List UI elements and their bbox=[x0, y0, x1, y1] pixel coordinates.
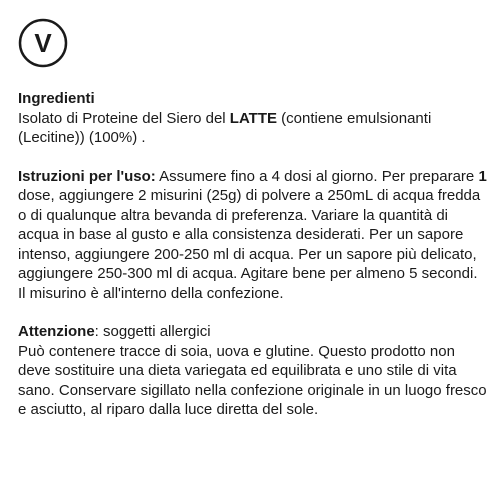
warning-section bbox=[18, 322, 488, 420]
ingredients-text-after: (contiene emulsionanti (Lecitine)) (100%) . bbox=[18, 109, 432, 146]
ingredients-heading: Ingredienti bbox=[18, 90, 95, 107]
badge-letter: V bbox=[34, 28, 52, 58]
product-info bbox=[18, 89, 488, 420]
ingredients-section bbox=[18, 89, 488, 148]
vegetarian-v-icon bbox=[18, 18, 68, 68]
instructions-text bbox=[18, 167, 488, 304]
ingredients-text-before: Isolato di Proteine del Siero del bbox=[18, 109, 230, 127]
instructions-dose-number: 1 bbox=[478, 167, 487, 185]
instructions-text-b: dose, aggiungere 2 misurini (25g) di polvere a 250mL di acqua fredda o di qualunque altra bevanda di preferenza. Variare la quantità di acqua in base al gusto e alla consistenza desiderati. Per un sapore intenso, aggiungere 200-250 ml di acqua. Per un sapore più delicato, aggiungere 250-300 ml di acqua. Agitare bene per almeno 5 secondi. Il misurino è all'interno della confezione. bbox=[18, 187, 481, 302]
instructions-section bbox=[18, 167, 488, 304]
warning-heading-line bbox=[18, 322, 488, 342]
warning-heading: Attenzione bbox=[18, 323, 95, 340]
ingredients-allergen: LATTE bbox=[229, 109, 278, 127]
instructions-heading: Istruzioni per l'uso: bbox=[18, 167, 156, 185]
warning-heading-suffix: : soggetti allergici bbox=[94, 323, 211, 340]
instructions-text-a: Assumere fino a 4 dosi al giorno. Per preparare bbox=[155, 167, 479, 185]
vegetarian-badge bbox=[18, 18, 68, 68]
ingredients-text bbox=[18, 109, 488, 148]
warning-text: Può contenere tracce di soia, uova e glutine. Questo prodotto non deve sostituire una dieta variegata ed equilibrata e uno stile di vita sano. Conservare sigillato nella confezione originale in un luogo fresco e asciutto, al riparo dalla luce diretta del sole. bbox=[18, 342, 487, 418]
